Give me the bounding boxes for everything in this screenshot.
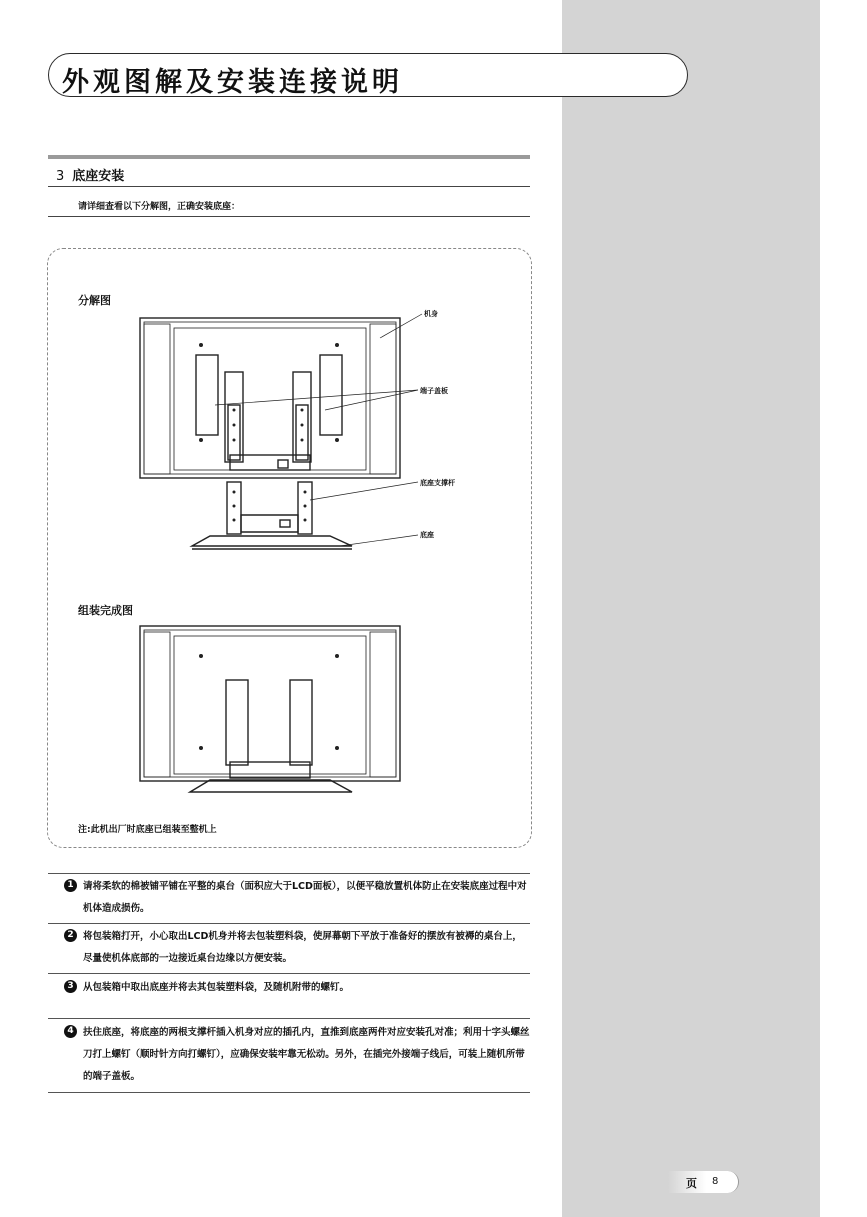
step-4-text: 扶住底座，将底座的两根支撑杆插入机身对应的插孔内，直推到底座两件对应安装孔对准；利用十字头螺丝刀打上螺钉（顺时针方向打螺钉），应确保安装牢靠无松动。另外，在插完外接端子线后，可装上随机所带的端子盖板。 — [83, 1027, 530, 1082]
section-title: 底座安装 — [72, 169, 125, 184]
list-rule-1 — [48, 873, 530, 874]
exploded-view-drawing — [130, 310, 450, 555]
intro-text: 请详细查看以下分解图，正确安装底座： — [78, 202, 241, 212]
list-rule-2 — [48, 923, 530, 924]
page-number-tab — [668, 1171, 739, 1193]
right-margin-band — [562, 0, 820, 1217]
assembled-view-drawing — [130, 620, 410, 795]
instruction-step-4 — [64, 1022, 530, 1088]
step-3-text: 从包装箱中取出底座并将去其包装塑料袋，及随机附带的螺钉。 — [83, 982, 350, 993]
step-2-badge: 2 — [64, 929, 77, 942]
instruction-step-1 — [64, 876, 530, 920]
section-number: 3 — [56, 169, 65, 184]
section-rule — [48, 186, 530, 187]
instruction-step-3 — [64, 977, 530, 999]
list-rule-5 — [48, 1092, 530, 1093]
instruction-step-2 — [64, 926, 530, 970]
step-1-badge: 1 — [64, 879, 77, 892]
exploded-view-label: 分解图 — [78, 294, 111, 307]
callout-stand-support: 底座支撑杆 — [420, 479, 455, 487]
page-number: 8 — [712, 1176, 719, 1187]
figure-note: 注:此机出厂时底座已组装至整机上 — [78, 825, 217, 835]
intro-rule — [48, 216, 530, 217]
step-2-text: 将包装箱打开，小心取出LCD机身并将去包装塑料袋，使屏幕朝下平放于准备好的摆放有被褥的桌台上，尽量使机体底部的一边接近桌台边缘以方便安装。 — [83, 931, 522, 964]
section-heading — [56, 165, 124, 184]
step-3-badge: 3 — [64, 980, 77, 993]
step-1-text: 请将柔软的棉被铺平铺在平整的桌台（面积应大于LCD面板），以便平稳放置机体防止在安装底座过程中对机体造成损伤。 — [83, 881, 527, 914]
page-label: 页 — [686, 1177, 697, 1190]
list-rule-4 — [48, 1018, 530, 1019]
step-4-badge: 4 — [64, 1025, 77, 1038]
list-rule-3 — [48, 973, 530, 974]
section-bar — [48, 155, 530, 159]
page-title: 外观图解及安装连接说明 — [62, 67, 403, 98]
callout-terminal-cover: 端子盖板 — [420, 387, 448, 395]
assembled-view-label: 组装完成图 — [78, 604, 133, 617]
callout-base: 底座 — [420, 531, 434, 539]
callout-body: 机身 — [424, 310, 438, 318]
